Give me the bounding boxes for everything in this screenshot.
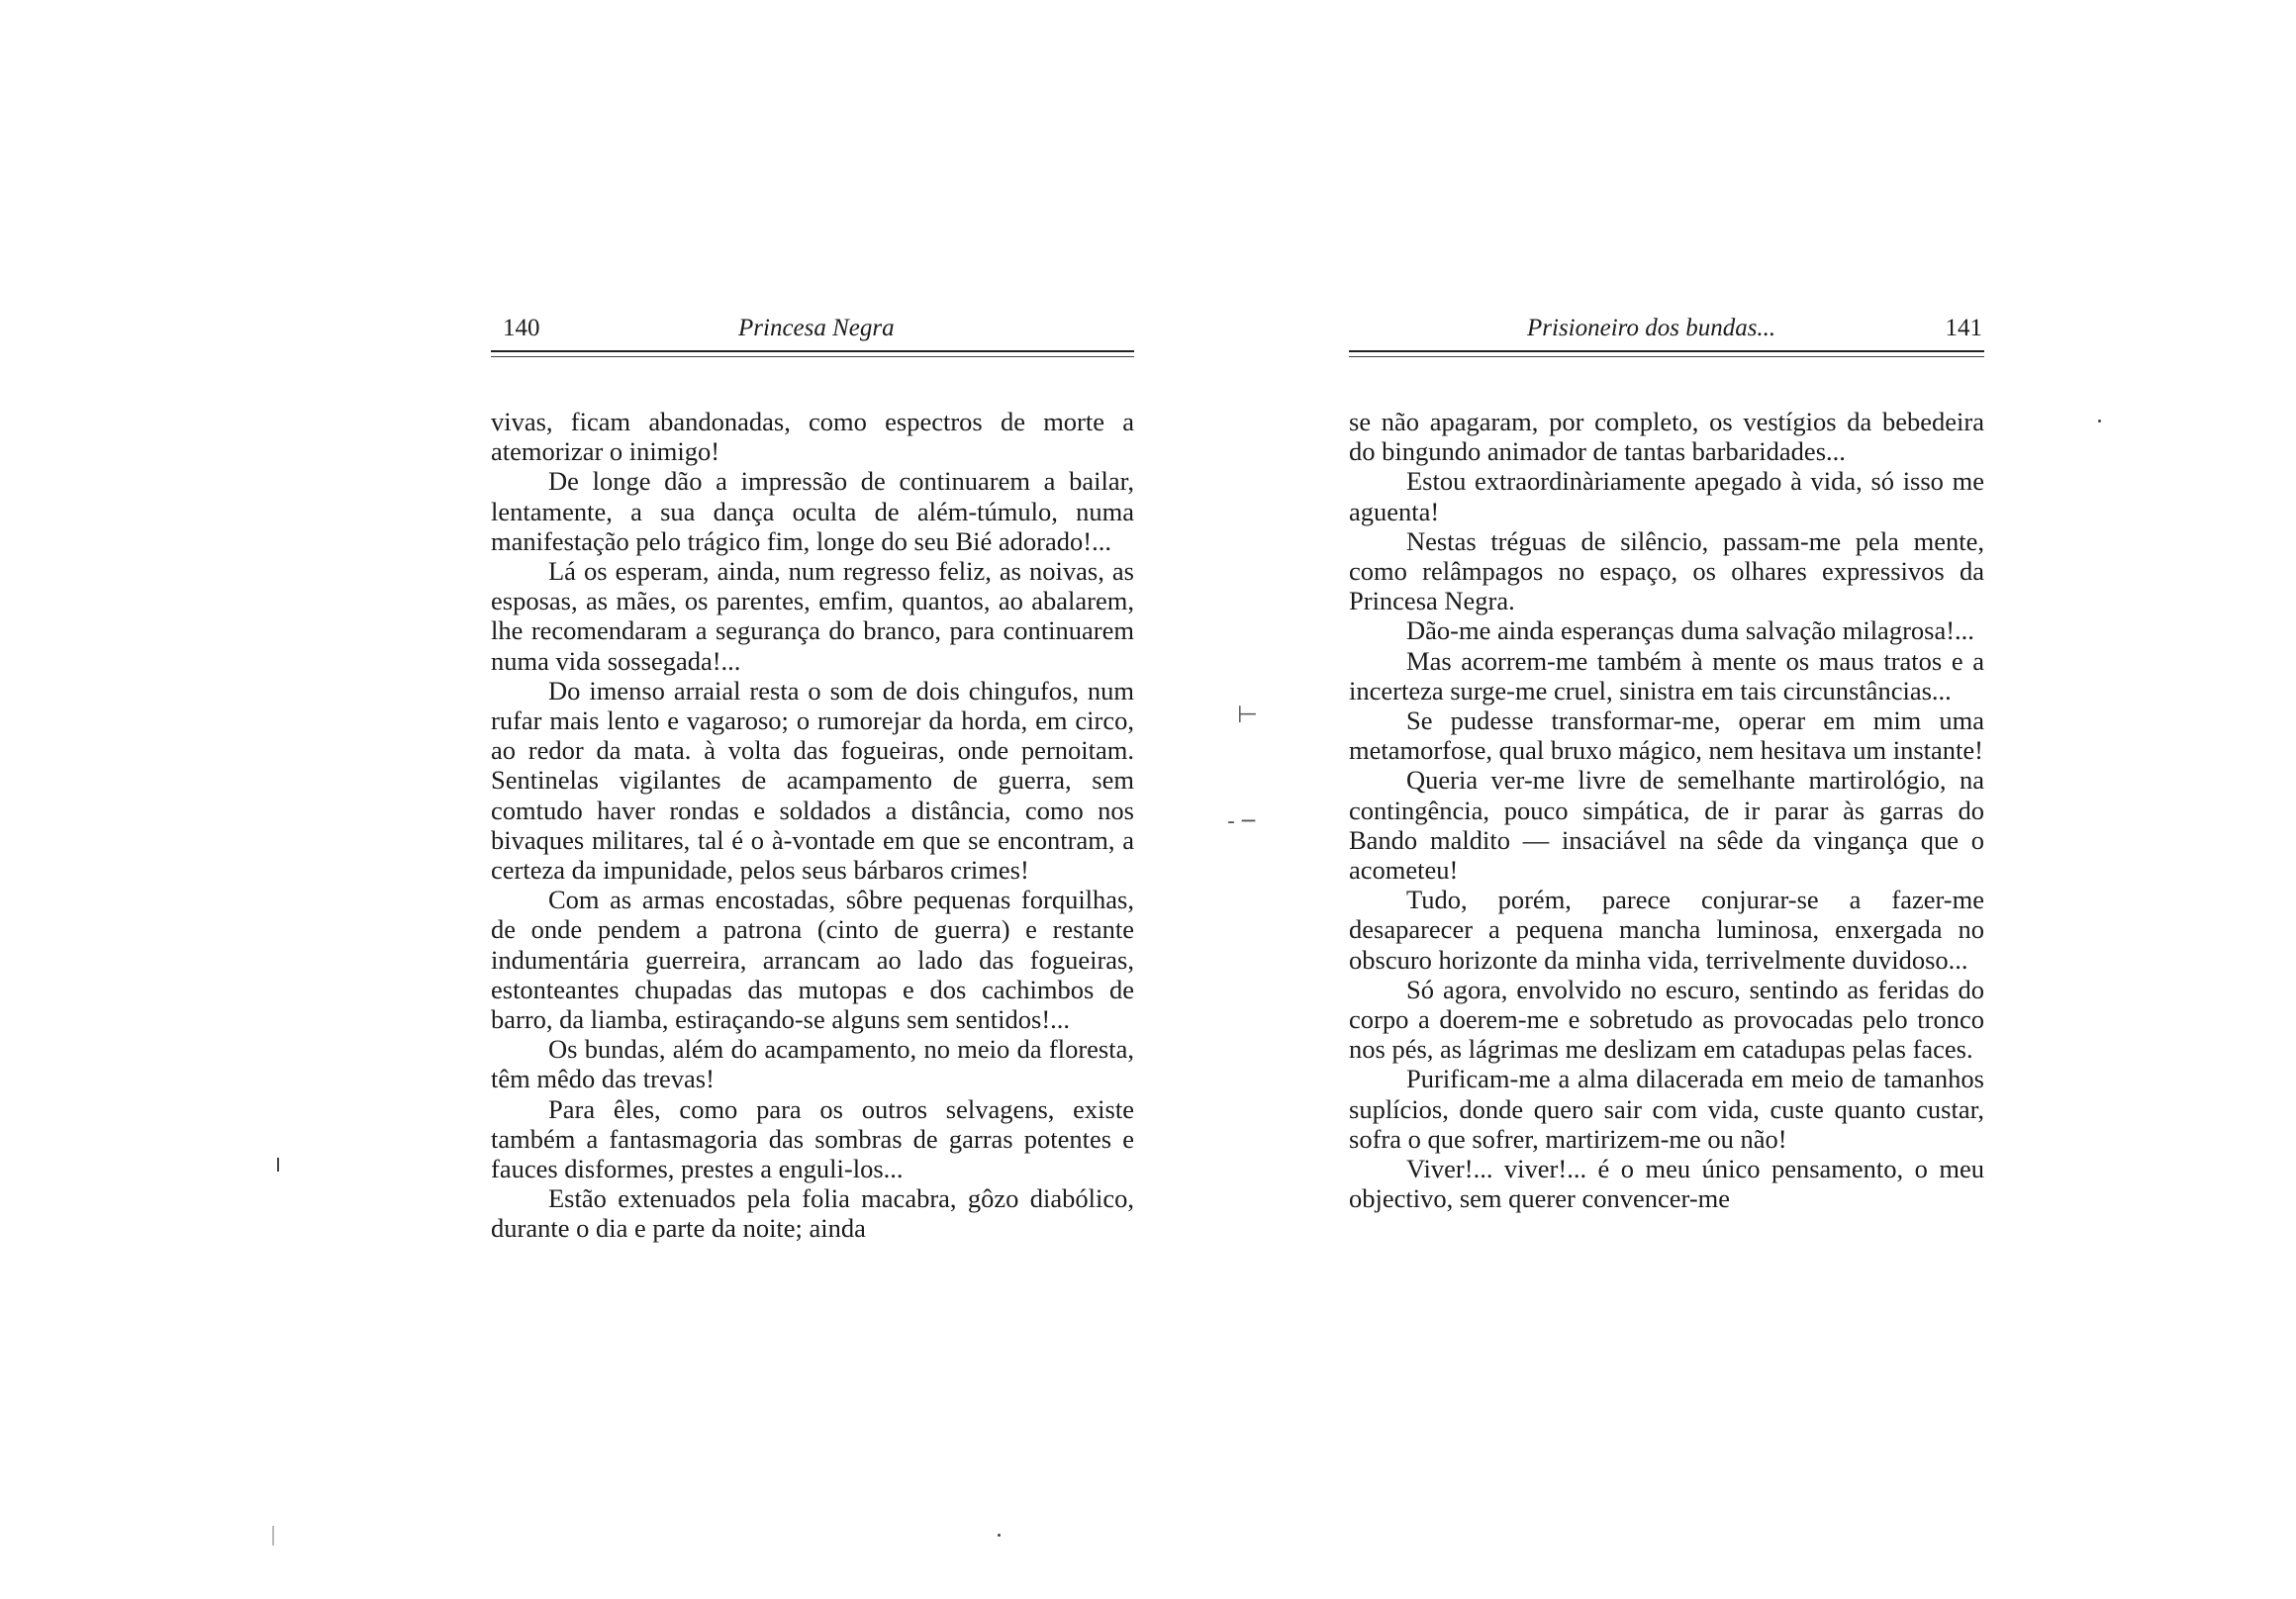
paragraph: Estou extraordinàriamente apegado à vida, só isso me aguenta! [1349,466,1984,526]
right-running-title: Prisioneiro dos bundas... [1527,315,1776,341]
paragraph: Nestas tréguas de silêncio, passam-me pela mente, como relâmpagos no espaço, os olhares expressivos da Princesa Negra. [1349,525,1984,616]
left-header-rule [491,350,1134,357]
paragraph: Se pudesse transformar-me, operar em mim uma metamorfose, qual bruxo mágico, nem hesitava um instante! [1349,705,1984,766]
paragraph: se não apagaram, por completo, os vestígios da bebedeira do bingundo animador de tantas barbaridades... [1349,407,1984,467]
paragraph: Estão extenuados pela folia macabra, gôzo diabólico, durante o dia e parte da noite; ainda [491,1183,1134,1244]
right-page [1349,309,1984,1213]
paragraph: Lá os esperam, ainda, num regresso feliz, as noivas, as esposas, as mães, os parentes, emfim, quantos, ao abalarem, lhe recomendaram a segurança do branco, para continuarem numa vida sossegada!... [491,556,1134,676]
scan-speck [272,1526,274,1546]
left-page [491,309,1134,1244]
right-page-number: 141 [1945,315,1982,341]
right-running-head [1349,309,1984,348]
paragraph: vivas, ficam abandonadas, como espectros de morte a atemorizar o inimigo! [491,407,1134,467]
paragraph: Para êles, como para os outros selvagens, existe também a fantasmagoria das sombras de garras potentes e fauces disformes, prestes a enguli-los... [491,1093,1134,1184]
scan-speck [998,1534,1001,1537]
left-running-head [491,309,1134,348]
paragraph: Do imenso arraial resta o som de dois chingufos, num rufar mais lento e vagaroso; o rumorejar da horda, em circo, ao redor da mata. à volta das fogueiras, onde pernoitam. Sentinelas vigilantes de acampamento de guerra, sem comtudo haver rondas e soldados a distância, como nos bivaques militares, tal é o à-vontade em que se encontram, a certeza da impunidade, pelos seus bárbaros crimes! [491,675,1134,886]
right-header-rule [1349,350,1984,357]
right-body-text [1349,407,1984,1213]
paragraph: Viver!... viver!... é o meu único pensamento, o meu objectivo, sem querer convencer-me [1349,1154,1984,1214]
paragraph: De longe dão a impressão de continuarem a bailar, lentamente, a sua dança oculta de além-túmulo, numa manifestação pelo trágico fim, longe do seu Bié adorado!... [491,466,1134,556]
left-body-text [491,407,1134,1244]
paragraph: Purificam-me a alma dilacerada em meio de tamanhos suplícios, donde quero sair com vida, custe quanto custar, sofra o que sofrer, martirizem-me ou não! [1349,1064,1984,1154]
left-page-number: 140 [503,315,540,341]
gutter-mark: - ─ [1227,809,1256,834]
left-running-title: Princesa Negra [738,315,895,341]
scan-speck [2098,420,2101,423]
paragraph: Com as armas encostadas, sôbre pequenas forquilhas, de onde pendem a patrona (cinto de guerra) e restante indumentária guerreira, arrancam ao lado das fogueiras, estonteantes chupadas das mutopas e dos cachimbos de barro, da liamba, estiraçando-se alguns sem sentidos!... [491,885,1134,1035]
gutter-mark: ⊢ [1237,701,1258,728]
paragraph: Mas acorrem-me também à mente os maus tratos e a incerteza surge-me cruel, sinistra em tais circunstâncias... [1349,645,1984,705]
paragraph: Os bundas, além do acampamento, no meio da floresta, têm mêdo das trevas! [491,1034,1134,1094]
paragraph: Dão-me ainda esperanças duma salvação milagrosa!... [1406,615,1974,646]
paragraph: Só agora, envolvido no escuro, sentindo as feridas do corpo a doerem-me e sobretudo as provocadas pelo tronco nos pés, as lágrimas me deslizam em catadupas pelas faces. [1349,974,1984,1065]
scan-speck [277,1158,279,1172]
paragraph: Queria ver-me livre de semelhante martirológio, na contingência, pouco simpática, de ir parar às garras do Bando maldito — insaciável na sêde da vingança que o acometeu! [1349,765,1984,886]
paragraph: Tudo, porém, parece conjurar-se a fazer-me desaparecer a pequena mancha luminosa, enxergada no obscuro horizonte da minha vida, terrivelmente duvidoso... [1349,885,1984,975]
